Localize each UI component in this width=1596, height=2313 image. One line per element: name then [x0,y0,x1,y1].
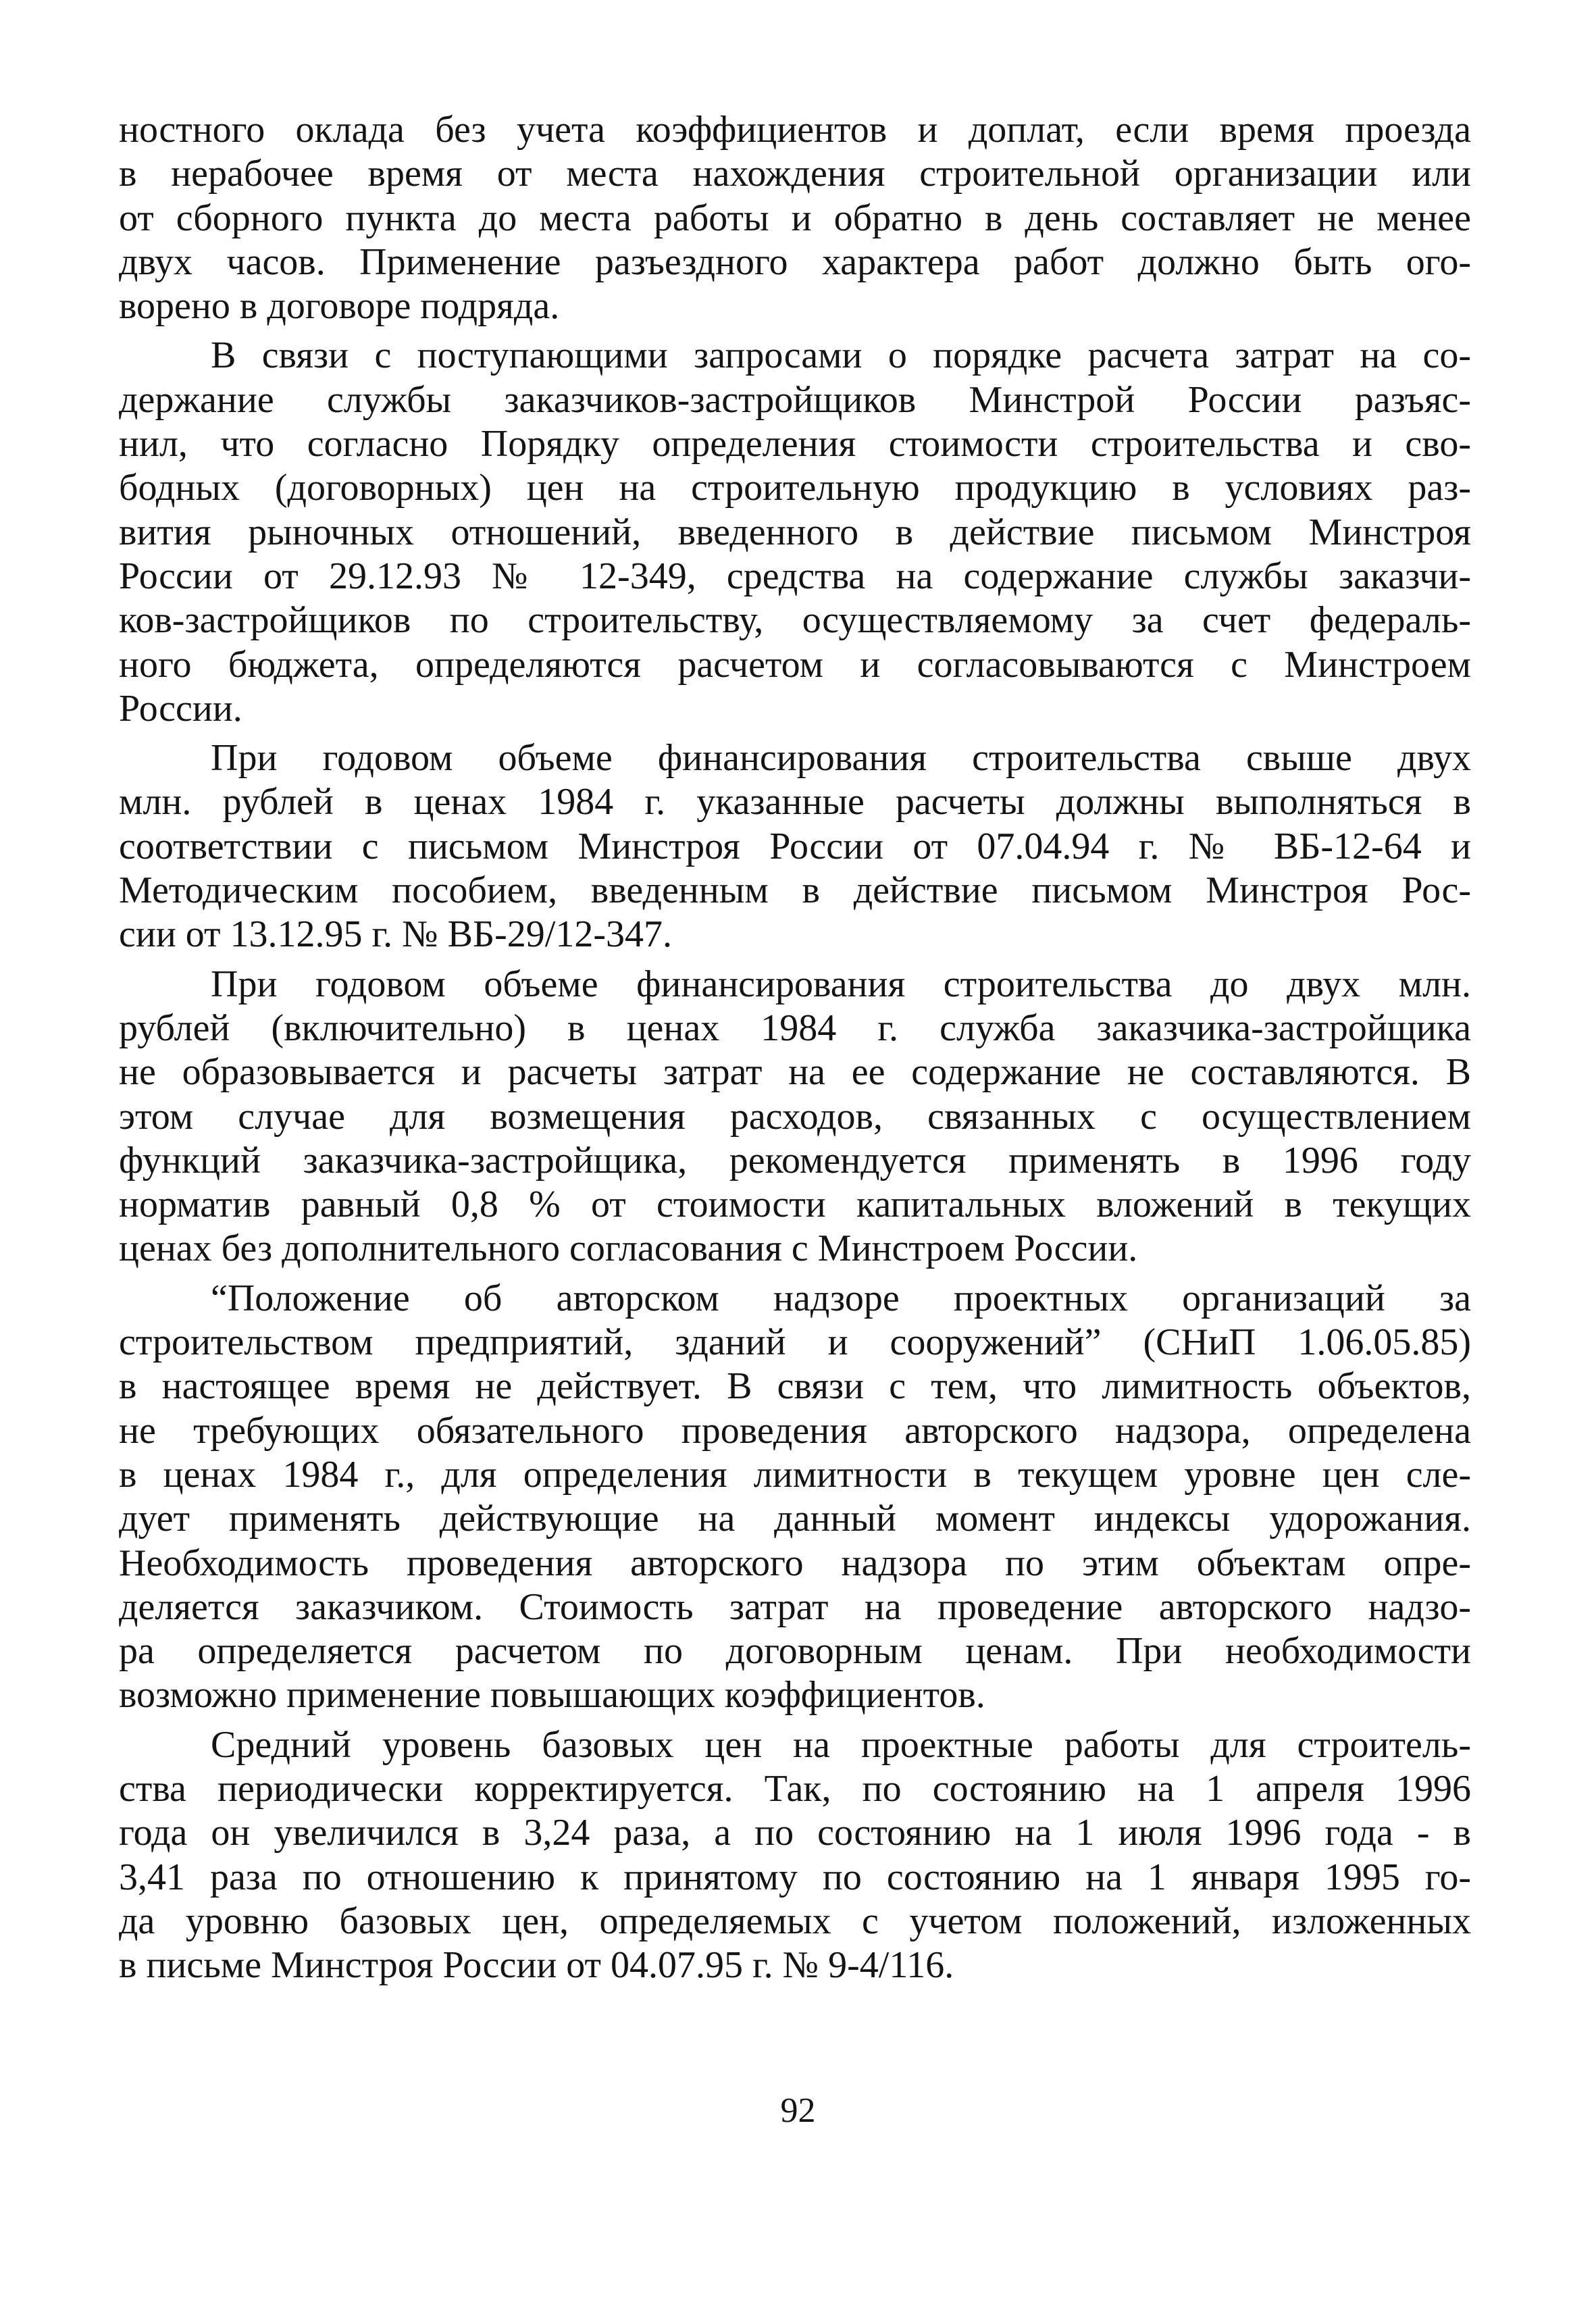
text-line: ценах без дополнительного согласования с Минстроем России. [119,1227,1138,1270]
paragraph [119,1723,1471,1988]
text-line: деляется заказчиком. Стоимость затрат на проведение авторского надзо- [119,1585,1471,1628]
text-line: возможно применение повышающих коэффициентов. [119,1674,985,1717]
text-line: от сборного пункта до места работы и обратно в день составляет не менее [119,197,1471,239]
text-line: года он увеличился в 3,24 раза, а по состоянию на 1 июля 1996 года - в [119,1812,1471,1854]
text-line: ного бюджета, определяются расчетом и согласовываются с Минстроем [119,643,1471,686]
page-number: 92 [780,2091,816,2130]
paragraph [119,1277,1471,1718]
text-line: функций заказчика-застройщика, рекомендуется применять в 1996 году [119,1139,1471,1181]
text-line: ков-застройщиков по строительству, осуществляемому за счет федераль- [119,599,1471,642]
text-line: ворено в договоре подряда. [119,285,560,328]
paragraph [119,108,1471,328]
text-line: В связи с поступающими запросами о порядке расчета затрат на со- [211,334,1471,377]
text-line: не требующих обязательного проведения авторского надзора, определена [119,1409,1471,1452]
text-line: в настоящее время не действует. В связи с тем, что лимитность объектов, [119,1365,1471,1408]
text-line: в нерабочее время от места нахождения строительной организации или [119,153,1471,195]
text-line: При годовом объеме финансирования строительства свыше двух [211,737,1471,780]
text-line: бодных (договорных) цен на строительную продукцию в условиях раз- [119,467,1471,509]
text-line: При годовом объеме финансирования строительства до двух млн. [211,963,1471,1005]
text-line: Средний уровень базовых цен на проектные работы для строитель- [211,1723,1471,1766]
text-line: вития рыночных отношений, введенного в действие письмом Минстроя [119,511,1471,553]
text-line: в ценах 1984 г., для определения лимитности в текущем уровне цен сле- [119,1453,1471,1496]
text-line: России от 29.12.93 № 12-349, средства на содержание службы заказчи- [119,555,1471,597]
text-line: ностного оклада без учета коэффициентов и доплат, если время проезда [119,109,1471,151]
text-line: ства периодически корректируется. Так, по состоянию на 1 апреля 1996 [119,1767,1471,1810]
text-line: соответствии с письмом Минстроя России от 07.04.94 г. № ВБ-12-64 и [119,825,1471,867]
text-line: этом случае для возмещения расходов, связанных с осуществлением [119,1095,1471,1138]
text-line: сии от 13.12.95 г. № ВБ-29/12-347. [119,913,672,956]
text-line: млн. рублей в ценах 1984 г. указанные расчеты должны выполняться в [119,781,1471,823]
text-line: рублей (включительно) в ценах 1984 г. служба заказчика-застройщика [119,1007,1471,1049]
paragraph [119,963,1471,1271]
text-line: дует применять действующие на данный момент индексы удорожания. [119,1498,1471,1540]
text-line: России. [119,687,242,730]
text-line: да уровню базовых цен, определяемых с учетом положений, изложенных [119,1900,1471,1942]
text-line: нил, что согласно Порядку определения стоимости строительства и сво- [119,423,1471,465]
text-line: держание службы заказчиков-застройщиков Минстрой России разъяс- [119,378,1471,421]
text-line: в письме Минстроя России от 04.07.95 г. № 9-4/116. [119,1944,954,1987]
paragraph [119,736,1471,957]
text-line: не образовывается и расчеты затрат на ее содержание не составляются. В [119,1051,1471,1094]
text-line: ра определяется расчетом по договорным ценам. При необходимости [119,1630,1471,1673]
body-text [119,108,1471,1987]
text-line: строительством предприятий, зданий и сооружений” (СНиП 1.06.05.85) [119,1321,1471,1364]
text-line: двух часов. Применение разъездного характера работ должно быть ого- [119,240,1471,283]
text-line: Методическим пособием, введенным в действие письмом Минстроя Рос- [119,869,1471,912]
text-line: норматив равный 0,8 % от стоимости капитальных вложений в текущих [119,1184,1471,1226]
text-line: Необходимость проведения авторского надзора по этим объектам опре- [119,1542,1471,1584]
paragraph [119,334,1471,731]
text-line: “Положение об авторском надзоре проектных организаций за [211,1277,1471,1319]
text-line: 3,41 раза по отношению к принятому по состоянию на 1 января 1995 го- [119,1856,1471,1898]
